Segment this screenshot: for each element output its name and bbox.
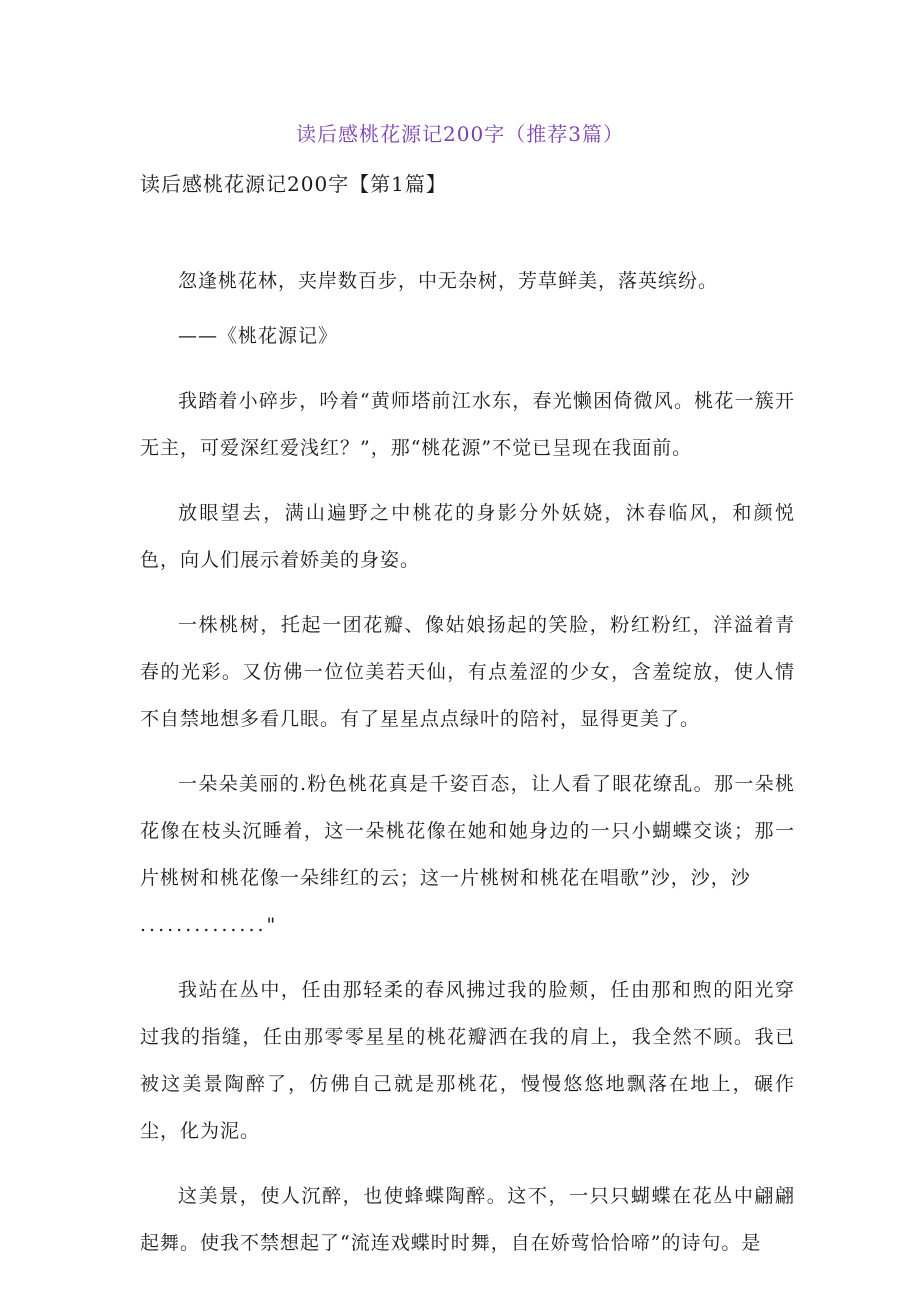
document-title: 读后感桃花源记200字（推荐3篇） [296, 122, 624, 146]
paragraph: 我踏着小碎步，吟着“黄师塔前江水东，春光懒困倚微风。桃花一簇开无主，可爱深红爱浅红？”，那“桃花源”不觉已呈现在我面前。 [140, 390, 795, 459]
paragraph: 一株桃树，托起一团花瓣、像姑娘扬起的笑脸，粉红粉红，洋溢着青春的光彩。又仿佛一位位美若天仙，有点羞涩的少女，含羞绽放，使人情不自禁地想多看几眼。有了星星点点绿叶的陪衬，显得更美了。 [140, 614, 795, 730]
ellipsis-line: .............." [140, 914, 279, 936]
paragraph-quote: 忽逢桃花林，夹岸数百步，中无杂树，芳草鲜美，落英缤纷。 [178, 270, 719, 292]
paragraph-with-dots [140, 761, 795, 949]
paragraph-text: 一朵朵美丽的.粉色桃花真是千姿百态，让人看了眼花缭乱。那一朵桃花像在枝头沉睡着，这一朵桃花像在她和她身边的一只小蝴蝶交谈；那一片桃树和桃花像一朵绯红的云；这一片桃树和桃花在唱歌”沙，沙，沙 [140, 773, 795, 889]
paragraph-quote-source: ——《桃花源记》 [178, 325, 339, 347]
paragraph: 我站在丛中，任由那轻柔的春风拂过我的脸颊，任由那和煦的阳光穿过我的指缝，任由那零零星星的桃花瓣洒在我的肩上，我全然不顾。我已被这美景陶醉了，仿佛自己就是那桃花，慢慢悠悠地飘落在地上，碾作尘，化为泥。 [140, 979, 795, 1142]
document-body [140, 258, 795, 1285]
section-heading: 读后感桃花源记200字【第1篇】 [140, 172, 447, 196]
paragraph: 放眼望去，满山遍野之中桃花的身影分外妖娆，沐春临风，和颜悦色，向人们展示着娇美的身姿。 [140, 502, 795, 571]
paragraph: 这美景，使人沉醉，也使蜂蝶陶醉。这不，一只只蝴蝶在花丛中翩翩起舞。使我不禁想起了“流连戏蝶时时舞，自在娇莺恰恰啼”的诗句。是 [140, 1185, 795, 1254]
